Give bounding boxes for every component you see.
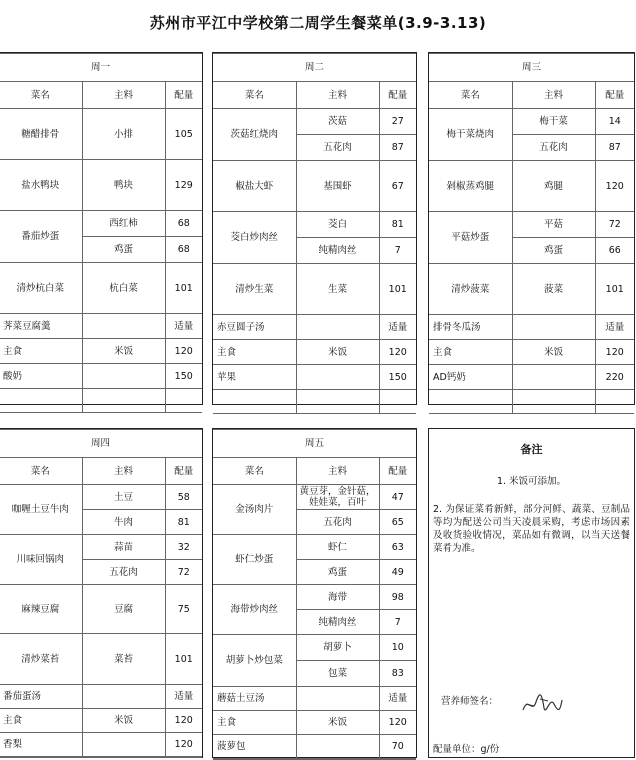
ingredient: 鸭块 [82, 160, 165, 211]
menu-thursday [0, 428, 203, 758]
ingredient: 鸡蛋 [512, 238, 595, 264]
table-row [213, 212, 416, 238]
empty-cell [512, 390, 595, 414]
dish-name: 麻辣豆腐 [0, 585, 82, 634]
table-row [0, 109, 202, 160]
soup-name: 荠菜豆腐羹 [0, 314, 82, 339]
staple-main: 米饭 [512, 340, 595, 365]
empty-cell [296, 315, 379, 340]
quantity: 32 [165, 535, 202, 560]
day-header: 周二 [213, 54, 416, 82]
ingredient: 海带 [296, 585, 379, 610]
dish-name: 茭白炒肉丝 [213, 212, 296, 264]
table-row [213, 161, 416, 212]
menu-monday [0, 52, 203, 405]
week3-table [429, 53, 634, 414]
dish-name: 椒盐大虾 [213, 161, 296, 212]
quantity: 7 [379, 610, 416, 635]
column-header-main: 主料 [512, 82, 595, 109]
ingredient: 五花肉 [512, 135, 595, 161]
column-header-dish: 菜名 [0, 82, 82, 109]
ingredient: 茨菇 [296, 109, 379, 135]
staple-main: 米饭 [296, 711, 379, 735]
week5-table [213, 429, 416, 760]
quantity: 66 [595, 238, 634, 264]
quantity: 101 [379, 264, 416, 315]
ingredient: 西红柿 [82, 211, 165, 237]
staple-quantity: 120 [165, 339, 202, 364]
staple-quantity: 120 [379, 711, 416, 735]
ingredient: 纯精肉丝 [296, 610, 379, 635]
staple-label: 主食 [429, 340, 512, 365]
staple-label: 主食 [0, 709, 82, 733]
table-row [429, 161, 634, 212]
quantity: 87 [595, 135, 634, 161]
extra-quantity: 220 [595, 365, 634, 390]
menu-tuesday [212, 52, 417, 405]
soup-name: 排骨冬瓜汤 [429, 315, 512, 340]
quantity: 58 [165, 485, 202, 510]
empty-cell [296, 735, 379, 759]
empty-cell [296, 365, 379, 390]
ingredient: 纯精肉丝 [296, 238, 379, 264]
dish-name: 糖醋排骨 [0, 109, 82, 160]
ingredient: 五花肉 [82, 560, 165, 585]
column-header-qty: 配量 [379, 82, 416, 109]
day-header: 周三 [429, 54, 634, 82]
ingredient: 包菜 [296, 661, 379, 687]
empty-cell [595, 390, 634, 414]
quantity: 68 [165, 211, 202, 237]
quantity: 72 [165, 560, 202, 585]
quantity: 47 [379, 485, 416, 510]
table-row [0, 585, 202, 634]
table-row [0, 485, 202, 510]
ingredient: 菠菜 [512, 264, 595, 315]
soup-quantity: 适量 [379, 315, 416, 340]
empty-cell [213, 390, 296, 414]
ingredient: 鸡蛋 [296, 560, 379, 585]
column-header-dish: 菜名 [213, 458, 296, 485]
empty-cell [512, 315, 595, 340]
column-header-qty: 配量 [165, 82, 202, 109]
empty-cell [512, 365, 595, 390]
quantity: 87 [379, 135, 416, 161]
soup-quantity: 适量 [595, 315, 634, 340]
ingredient: 基围虾 [296, 161, 379, 212]
menu-friday [212, 428, 417, 758]
empty-cell [296, 687, 379, 711]
quantity: 129 [165, 160, 202, 211]
menu-wednesday [428, 52, 635, 405]
day-header: 周四 [0, 430, 202, 458]
empty-cell [82, 757, 165, 758]
signature-label: 营养师签名： [441, 696, 499, 707]
ingredient: 土豆 [82, 485, 165, 510]
quantity: 10 [379, 635, 416, 661]
ingredient: 虾仁 [296, 535, 379, 560]
empty-cell [165, 389, 202, 413]
week1-table [0, 53, 202, 413]
quantity: 83 [379, 661, 416, 687]
dish-name: 梅干菜烧肉 [429, 109, 512, 161]
quantity: 65 [379, 510, 416, 535]
quantity: 98 [379, 585, 416, 610]
empty-cell [82, 314, 165, 339]
column-header-dish: 菜名 [0, 458, 82, 485]
table-row [213, 264, 416, 315]
column-header-qty: 配量 [595, 82, 634, 109]
extra-item: 菠萝包 [213, 735, 296, 759]
dish-name: 咖喱土豆牛肉 [0, 485, 82, 535]
extra-item: 香梨 [0, 733, 82, 757]
signature-icon [520, 690, 564, 718]
dish-name: 清炒杭白菜 [0, 263, 82, 314]
week4-table [0, 429, 202, 758]
dish-name: 盐水鸭块 [0, 160, 82, 211]
notes-title: 备注 [520, 443, 543, 456]
ingredient: 五花肉 [296, 510, 379, 535]
staple-quantity: 120 [165, 709, 202, 733]
empty-cell [296, 390, 379, 414]
ingredient: 生菜 [296, 264, 379, 315]
ingredient: 茭白 [296, 212, 379, 238]
dish-name: 茨菇红烧肉 [213, 109, 296, 161]
note-rice: 1. 米饭可添加。 [496, 476, 567, 487]
ingredient: 五花肉 [296, 135, 379, 161]
dish-name: 清炒菠菜 [429, 264, 512, 315]
ingredient: 黄豆芽，金针菇， 娃娃菜，百叶 [296, 485, 379, 510]
quantity: 81 [165, 510, 202, 535]
dish-name: 海带炒肉丝 [213, 585, 296, 635]
table-row [213, 585, 416, 610]
dish-name: 虾仁炒蛋 [213, 535, 296, 585]
dish-name: 剁椒蒸鸡腿 [429, 161, 512, 212]
quantity: 67 [379, 161, 416, 212]
extra-quantity: 150 [165, 364, 202, 389]
staple-label: 主食 [0, 339, 82, 364]
dish-name: 平菇炒蛋 [429, 212, 512, 264]
table-row [0, 263, 202, 314]
quantity: 101 [165, 263, 202, 314]
quantity: 27 [379, 109, 416, 135]
soup-quantity: 适量 [165, 685, 202, 709]
table-row [0, 211, 202, 237]
ingredient: 平菇 [512, 212, 595, 238]
extra-quantity: 70 [379, 735, 416, 759]
table-row [0, 160, 202, 211]
day-header: 周五 [213, 430, 416, 458]
column-header-qty: 配量 [165, 458, 202, 485]
empty-cell [0, 757, 82, 758]
soup-name: 赤豆圆子汤 [213, 315, 296, 340]
ingredient: 杭白菜 [82, 263, 165, 314]
table-row [213, 485, 416, 510]
dish-name: 清炒生菜 [213, 264, 296, 315]
quantity: 72 [595, 212, 634, 238]
ingredient: 菜苔 [82, 634, 165, 685]
staple-main: 米饭 [82, 709, 165, 733]
column-header-main: 主料 [296, 458, 379, 485]
quantity: 81 [379, 212, 416, 238]
extra-item: AD钙奶 [429, 365, 512, 390]
table-row [213, 635, 416, 661]
ingredient: 牛肉 [82, 510, 165, 535]
empty-cell [429, 390, 512, 414]
quantity: 63 [379, 535, 416, 560]
ingredient: 胡萝卜 [296, 635, 379, 661]
empty-cell [82, 685, 165, 709]
ingredient: 梅干菜 [512, 109, 595, 135]
quantity: 101 [595, 264, 634, 315]
staple-quantity: 120 [595, 340, 634, 365]
column-header-main: 主料 [296, 82, 379, 109]
quantity: 120 [595, 161, 634, 212]
quantity: 14 [595, 109, 634, 135]
soup-quantity: 适量 [379, 687, 416, 711]
dish-name: 川味回锅肉 [0, 535, 82, 585]
column-header-dish: 菜名 [429, 82, 512, 109]
table-row [429, 212, 634, 238]
empty-cell [82, 389, 165, 413]
ingredient: 豆腐 [82, 585, 165, 634]
unit-label: 配量单位：g/份 [433, 744, 500, 755]
extra-item: 酸奶 [0, 364, 82, 389]
extra-quantity: 150 [379, 365, 416, 390]
ingredient: 小排 [82, 109, 165, 160]
soup-name: 番茄蛋汤 [0, 685, 82, 709]
quantity: 75 [165, 585, 202, 634]
page-title: 苏州市平江中学校第二周学生餐菜单(3.9-3.13) [149, 14, 487, 32]
quantity: 49 [379, 560, 416, 585]
week2-table [213, 53, 416, 414]
staple-label: 主食 [213, 340, 296, 365]
table-row [429, 109, 634, 135]
quantity: 101 [165, 634, 202, 685]
empty-cell [82, 364, 165, 389]
note-freshness: 2. 为保证菜肴新鲜，部分河鲜、蔬菜、豆制品等均为配送公司当天凌晨采购，考虑市场因素及收货验收情况，菜品如有微调，以当天送餐菜肴为准。 [433, 504, 630, 554]
extra-quantity: 120 [165, 733, 202, 757]
empty-cell [0, 389, 82, 413]
column-header-qty: 配量 [379, 458, 416, 485]
soup-quantity: 适量 [165, 314, 202, 339]
ingredient: 鸡腿 [512, 161, 595, 212]
table-row [213, 109, 416, 135]
table-row [429, 264, 634, 315]
column-header-dish: 菜名 [213, 82, 296, 109]
table-row [213, 535, 416, 560]
staple-main: 米饭 [296, 340, 379, 365]
empty-cell [379, 390, 416, 414]
day-header: 周一 [0, 54, 202, 82]
dish-name: 金汤肉片 [213, 485, 296, 535]
ingredient: 鸡蛋 [82, 237, 165, 263]
column-header-main: 主料 [82, 82, 165, 109]
extra-item: 苹果 [213, 365, 296, 390]
dish-name: 番茄炒蛋 [0, 211, 82, 263]
quantity: 7 [379, 238, 416, 264]
empty-cell [82, 733, 165, 757]
dish-name: 清炒菜苔 [0, 634, 82, 685]
dish-name: 胡萝卜炒包菜 [213, 635, 296, 687]
quantity: 105 [165, 109, 202, 160]
empty-cell [165, 757, 202, 758]
staple-label: 主食 [213, 711, 296, 735]
ingredient: 蒜苗 [82, 535, 165, 560]
staple-main: 米饭 [82, 339, 165, 364]
quantity: 68 [165, 237, 202, 263]
table-row [0, 535, 202, 560]
staple-quantity: 120 [379, 340, 416, 365]
table-row [0, 634, 202, 685]
column-header-main: 主料 [82, 458, 165, 485]
soup-name: 蘑菇土豆汤 [213, 687, 296, 711]
